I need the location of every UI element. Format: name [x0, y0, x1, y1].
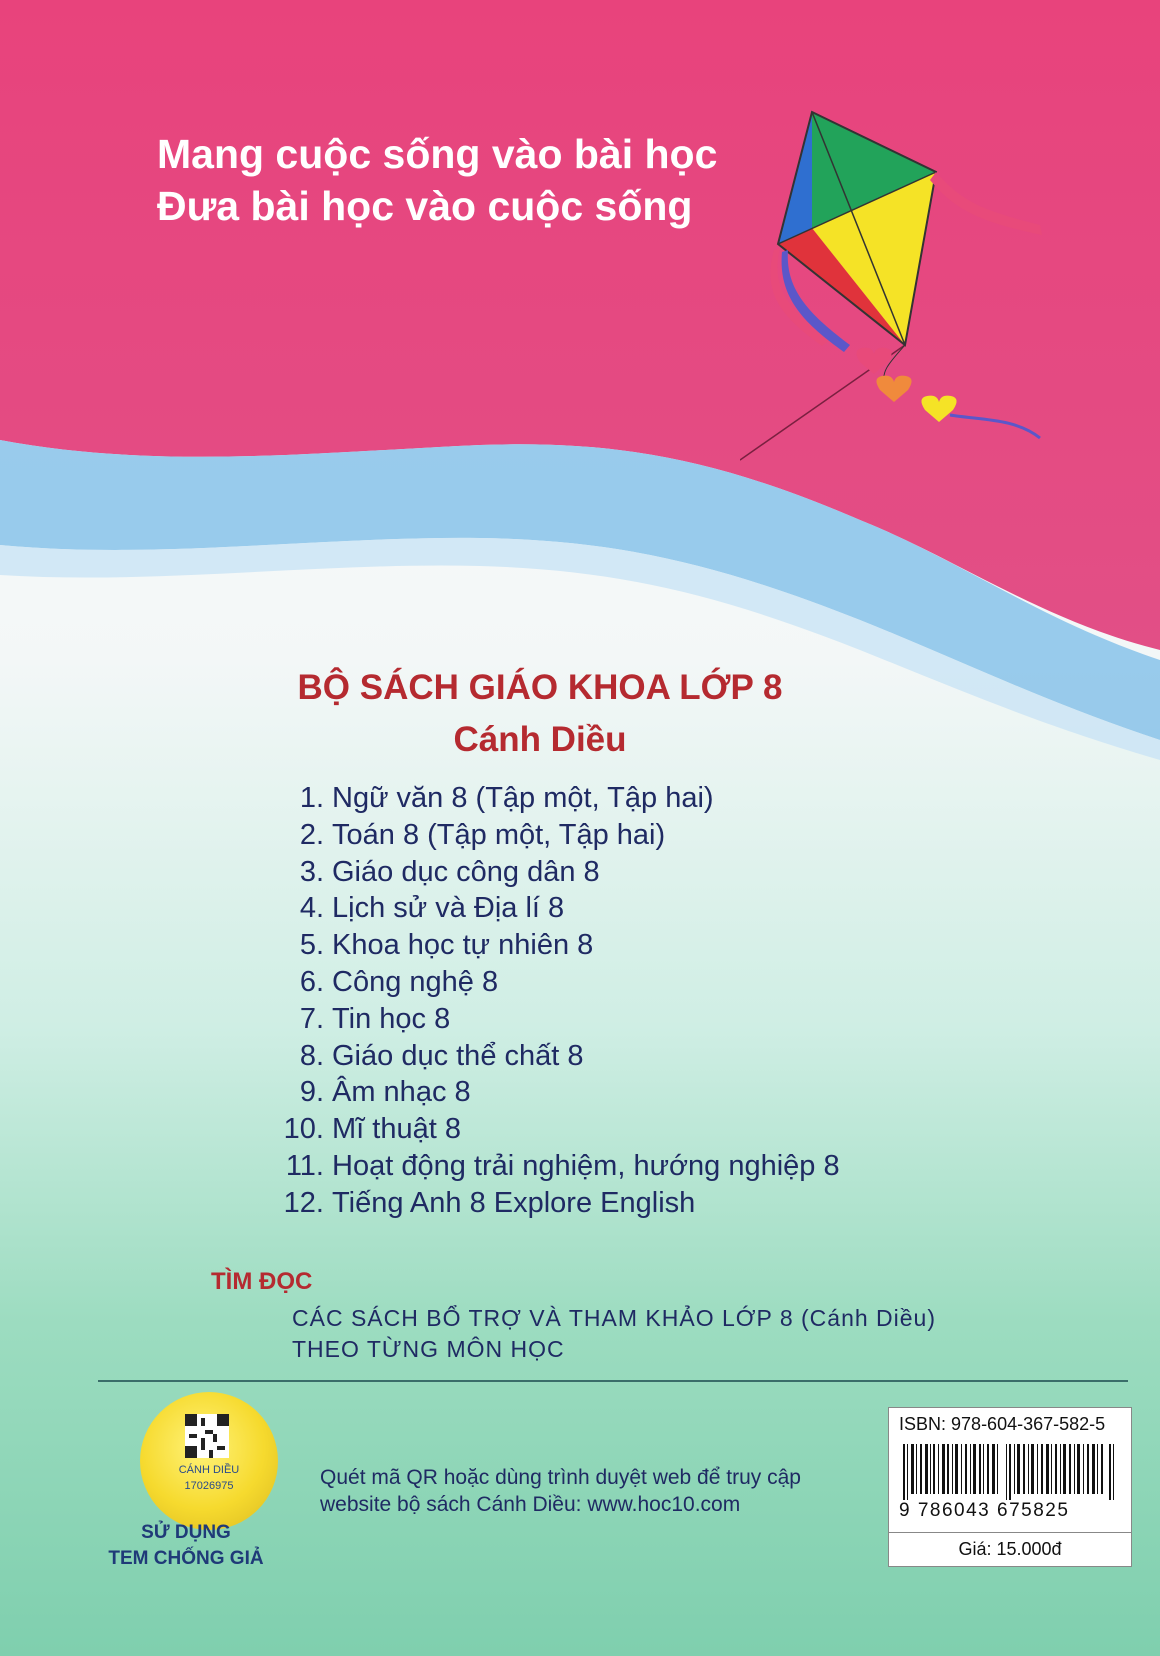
- list-item: [270, 890, 840, 927]
- qr-note-line-2: website bộ sách Cánh Diều: www.hoc10.com: [320, 1493, 741, 1516]
- list-item-number: 8.: [299, 1039, 324, 1072]
- list-item-title: Lịch sử và Địa lí 8: [332, 892, 565, 925]
- list-item-number: 2.: [299, 818, 324, 851]
- list-item-number: 4.: [299, 892, 324, 925]
- find-label: TÌM ĐỌC: [211, 1268, 313, 1295]
- list-item-title: Mĩ thuật 8: [332, 1113, 461, 1146]
- qr-code-icon: [185, 1414, 229, 1458]
- series-title: BỘ SÁCH GIÁO KHOA LỚP 8: [297, 668, 783, 707]
- list-item: [270, 1185, 840, 1222]
- list-item: [270, 1148, 840, 1185]
- kite-tail-heart-2: [876, 376, 911, 402]
- kite-tail-heart-1: [856, 348, 891, 374]
- list-item-number: 10.: [283, 1113, 324, 1146]
- stamp-code: 17026975: [184, 1480, 234, 1492]
- isbn-number: [899, 1414, 1105, 1435]
- find-line-1: CÁC SÁCH BỔ TRỢ VÀ THAM KHẢO LỚP 8 (Cánh Diều): [292, 1305, 936, 1331]
- list-item: [270, 964, 840, 1001]
- list-item: [270, 817, 840, 854]
- stamp-brand: CÁNH DIỀU: [178, 1464, 240, 1476]
- list-item-number: 6.: [299, 965, 324, 998]
- kite-illustration: [740, 100, 1120, 480]
- list-item-title: Giáo dục thể chất 8: [332, 1039, 584, 1072]
- book-list: [270, 780, 840, 1222]
- kite-tail-end: [950, 415, 1040, 438]
- isbn-value: 978-604-367-582-5: [951, 1414, 1106, 1434]
- list-item: [270, 854, 840, 891]
- list-item-title: Giáo dục công dân 8: [332, 855, 600, 888]
- divider: [98, 1380, 1128, 1382]
- list-item-number: 7.: [299, 1002, 324, 1035]
- isbn-label: ISBN:: [899, 1414, 947, 1434]
- list-item: [270, 1038, 840, 1075]
- list-item-title: Tiếng Anh 8 Explore English: [332, 1186, 696, 1219]
- list-item-title: Âm nhạc 8: [332, 1076, 471, 1109]
- list-item-number: 3.: [299, 855, 324, 888]
- stamp-caption-line-2: TEM CHỐNG GIẢ: [108, 1548, 264, 1569]
- list-item-title: Toán 8 (Tập một, Tập hai): [332, 818, 666, 851]
- find-line-2: THEO TỪNG MÔN HỌC: [292, 1336, 565, 1362]
- list-item-number: 12.: [283, 1186, 324, 1219]
- list-item-title: Khoa học tự nhiên 8: [332, 929, 594, 962]
- list-item: [270, 1001, 840, 1038]
- list-item: [270, 780, 840, 817]
- list-item-number: 5.: [299, 929, 324, 962]
- slogan-line-1: Mang cuộc sống vào bài học: [157, 131, 718, 177]
- barcode-digits: 9 786043 675825: [899, 1500, 1070, 1521]
- qr-note-line-1: Quét mã QR hoặc dùng trình duyệt web để truy cập: [320, 1466, 801, 1489]
- stamp-caption-line-1: SỬ DỤNG: [141, 1522, 231, 1543]
- list-item-number: 1.: [299, 782, 324, 814]
- series-subtitle: Cánh Diều: [453, 720, 627, 759]
- isbn-barcode-box: [888, 1407, 1132, 1567]
- list-item-title: Công nghệ 8: [332, 965, 499, 998]
- slogan: [157, 128, 717, 232]
- price: Giá: 15.000đ: [889, 1532, 1131, 1560]
- slogan-line-2: Đưa bài học vào cuộc sống: [157, 183, 693, 229]
- list-item-title: Hoạt động trải nghiệm, hướng nghiệp 8: [332, 1149, 840, 1182]
- list-item-number: 9.: [299, 1076, 324, 1109]
- list-item-title: Ngữ văn 8 (Tập một, Tập hai): [332, 782, 714, 814]
- list-item: [270, 1074, 840, 1111]
- list-item: [270, 1111, 840, 1148]
- barcode-icon: [903, 1444, 1117, 1500]
- anti-counterfeit-stamp: [140, 1392, 278, 1530]
- list-item-number: 11.: [285, 1149, 324, 1182]
- kite-tail-heart-3: [921, 396, 956, 422]
- kite-ribbon-right: [930, 172, 1042, 235]
- list-item: [270, 927, 840, 964]
- list-item-title: Tin học 8: [332, 1002, 451, 1035]
